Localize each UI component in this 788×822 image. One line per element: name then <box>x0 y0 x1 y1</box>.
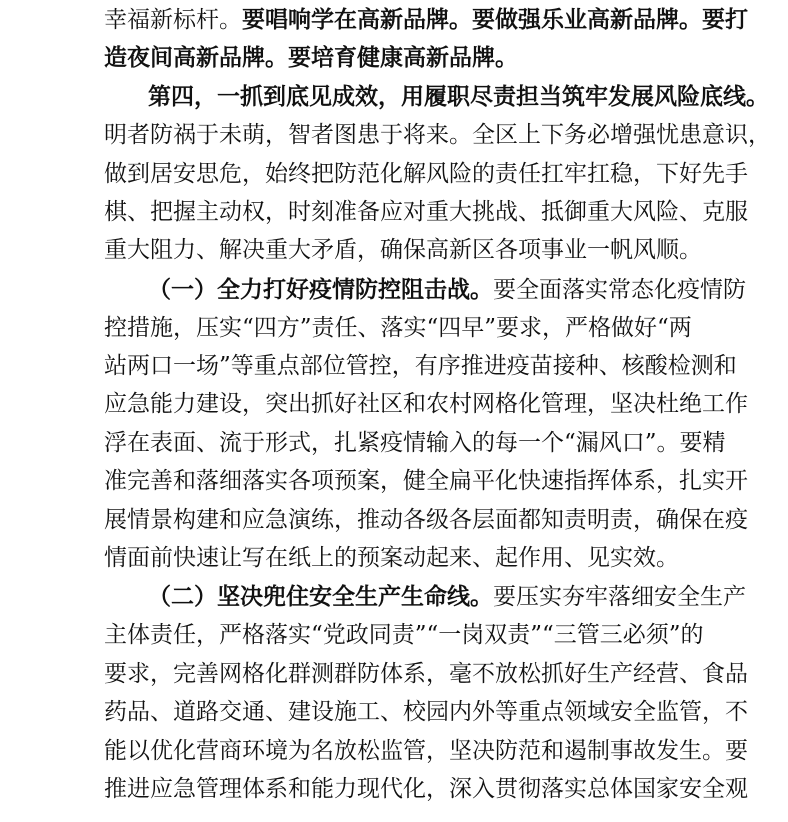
text-line <box>0 2 788 38</box>
text-line <box>0 463 788 499</box>
text-line <box>0 733 788 769</box>
line-text: 应急能力建设，突出抓好社区和农村网格化管理，坚决杜绝工作 <box>104 391 748 417</box>
text-line <box>0 117 788 153</box>
subsection-heading: （一）全力打好疫情防控阻击战。 <box>148 276 493 303</box>
text-line <box>0 386 788 422</box>
line-text: 控措施，压实“四方”责任、落实“四早”要求，严格做好“两 <box>104 315 692 341</box>
text-line <box>0 156 788 192</box>
line-text: 重大阻力、解决重大矛盾，确保高新区各项事业一帆风顺。 <box>104 237 702 263</box>
text-line <box>0 617 788 653</box>
line-bold-text: 造夜间高新品牌。要培育健康高新品牌。 <box>104 44 518 71</box>
text-line <box>0 348 788 384</box>
line-text: 情面前快速让写在纸上的预案动起来、起作用、见实效。 <box>104 545 679 571</box>
text-line <box>0 40 788 76</box>
line-text: 站两口一场”等重点部位管控，有序推进疫苗接种、核酸检测和 <box>104 353 737 379</box>
text-line <box>0 771 788 807</box>
subsection-heading: （二）坚决兜住安全生产生命线。 <box>148 583 493 610</box>
line-text: 主体责任，严格落实“党政同责”“一岗双责”“三管三必须”的 <box>104 622 704 648</box>
line-text: 要求，完善网格化群测群防体系，毫不放松抓好生产经营、食品 <box>104 661 748 687</box>
line-text: 幸福新标杆。 <box>104 7 242 33</box>
line-text: 准完善和落细落实各项预案，健全扁平化快速指挥体系，扎实开 <box>104 468 748 494</box>
line-bold-text: 要唱响学在高新品牌。要做强乐业高新品牌。要打 <box>242 6 748 33</box>
line-text: 能以优化营商环境为名放松监管，坚决防范和遏制事故发生。要 <box>104 738 748 764</box>
section-heading-line <box>0 79 788 115</box>
line-text: 明者防祸于未萌，智者图患于将来。全区上下务必增强忧患意识， <box>104 122 771 148</box>
text-line <box>0 194 788 230</box>
line-text: 推进应急管理体系和能力现代化，深入贯彻落实总体国家安全观 <box>104 776 748 802</box>
text-line <box>0 502 788 538</box>
subsection-line <box>0 579 788 615</box>
text-line <box>0 425 788 461</box>
section-heading: 第四，一抓到底见成效，用履职尽责担当筑牢发展风险底线。 <box>148 83 769 110</box>
text-line <box>0 694 788 730</box>
text-line <box>0 310 788 346</box>
line-text: 要压实夯牢落细安全生产 <box>493 584 746 610</box>
text-line <box>0 232 788 268</box>
text-line <box>0 540 788 576</box>
line-text: 做到居安思危，始终把防范化解风险的责任扛牢扛稳，下好先手 <box>104 161 748 187</box>
line-text: 药品、道路交通、建设施工、校园内外等重点领域安全监管，不 <box>104 699 748 725</box>
subsection-line <box>0 272 788 308</box>
line-text: 棋、把握主动权，时刻准备应对重大挑战、抵御重大风险、克服 <box>104 199 748 225</box>
line-text: 要全面落实常态化疫情防 <box>493 277 746 303</box>
text-line <box>0 656 788 692</box>
line-text: 展情景构建和应急演练，推动各级各层面都知责明责，确保在疫 <box>104 507 748 533</box>
line-text: 浮在表面、流于形式，扎紧疫情输入的每一个“漏风口”。要精 <box>104 430 726 456</box>
